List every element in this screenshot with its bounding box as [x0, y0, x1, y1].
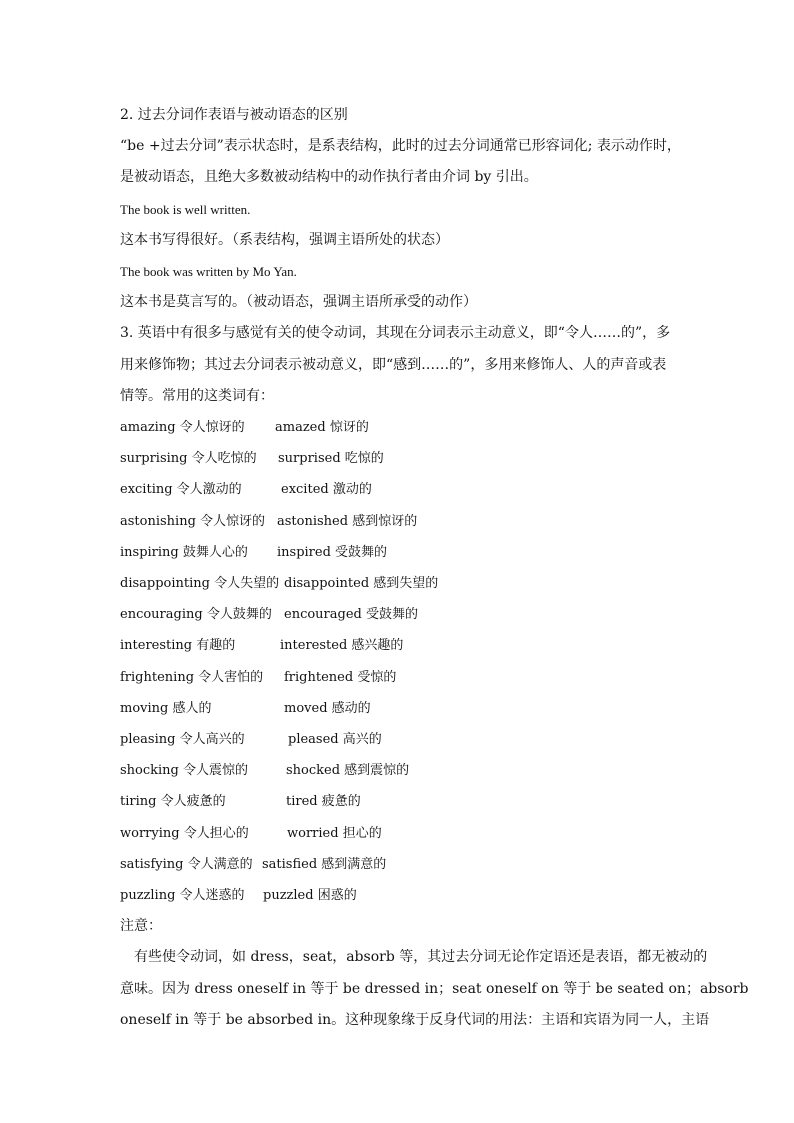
word-pair-passive: frightened 受惊的 [284, 669, 397, 685]
word-pair-active: puzzling 令人迷惑的 [120, 888, 245, 904]
example1-english: The book is well written. [120, 201, 251, 217]
word-pair-row [120, 818, 680, 849]
word-pair-active: pleasing 令人高兴的 [120, 732, 245, 748]
word-pair-passive: excited 激动的 [281, 482, 372, 498]
word-pair-row [120, 443, 680, 474]
word-pair-active: interesting 有趣的 [120, 638, 236, 654]
word-pair-row [120, 506, 680, 537]
word-pair-row [120, 724, 680, 755]
word-pair-active: shocking 令人震惊的 [120, 763, 249, 779]
word-pair-passive: worried 担心的 [287, 825, 382, 841]
word-pair-row [120, 693, 680, 724]
word-pair-active: frightening 令人害怕的 [120, 669, 264, 685]
word-pair-active: disappointing 令人失望的 [120, 576, 280, 592]
word-pair-passive: encouraged 受鼓舞的 [284, 607, 418, 623]
word-pair-row [120, 568, 680, 599]
example2-chinese: 这本书是莫言写的。（被动语态，强调主语所承受的动作） [120, 294, 477, 311]
word-pair-row [120, 412, 680, 443]
word-pair-active: surprising 令人吃惊的 [120, 451, 257, 467]
note-line-3: oneself in 等于 be absorbed in。这种现象缘于反身代词的用法：主语和宾语为同一人，主语 [120, 1011, 710, 1028]
word-pair-row [120, 755, 680, 786]
word-pair-row [120, 537, 680, 568]
word-pair-row [120, 474, 680, 505]
word-pair-active: tiring 令人疲惫的 [120, 794, 226, 810]
section2-paragraph-line-2: 是被动语态，且绝大多数被动结构中的动作执行者由介词 by 引出。 [120, 169, 538, 186]
word-pair-active: inspiring 鼓舞人心的 [120, 544, 248, 560]
word-pair-row [120, 599, 680, 630]
word-pair-active: amazing 令人惊讶的 [120, 420, 245, 436]
note-line-1: 有些使令动词，如 dress，seat，absorb 等，其过去分词无论作定语还是表语，都无被动的 [134, 949, 708, 966]
word-pair-passive: pleased 高兴的 [288, 732, 382, 748]
section2-paragraph-line-1: “be +过去分词”表示状态时，是系表结构，此时的过去分词通常已形容词化; 表示动作时， [120, 138, 681, 155]
example1-chinese: 这本书写得很好。（系表结构，强调主语所处的状态） [120, 231, 449, 248]
word-pair-passive: interested 感兴趣的 [280, 638, 404, 654]
word-pair-passive: moved 感动的 [284, 700, 371, 716]
section3-line-2: 用来修饰物；其过去分词表示被动意义，即“感到……的”，多用来修饰人、人的声音或表 [120, 356, 667, 373]
word-pair-row [120, 786, 680, 817]
word-pair-passive: inspired 受鼓舞的 [277, 544, 388, 560]
word-pair-passive: amazed 惊讶的 [275, 420, 369, 436]
word-pair-active: astonishing 令人惊讶的 [120, 513, 266, 529]
word-pair-passive: disappointed 感到失望的 [284, 576, 439, 592]
word-pair-passive: tired 疲惫的 [286, 794, 361, 810]
word-pair-passive: surprised 吃惊的 [278, 451, 384, 467]
section3-line-1: 3. 英语中有很多与感觉有关的使令动词，其现在分词表示主动意义，即“令人……的”，多 [120, 325, 671, 342]
word-pair-active: exciting 令人激动的 [120, 482, 242, 498]
word-pair-active: worrying 令人担心的 [120, 825, 249, 841]
example2-english: The book was written by Mo Yan. [120, 264, 297, 280]
word-pair-row [120, 849, 680, 880]
word-pair-active: satisfying 令人满意的 [120, 856, 253, 872]
word-pair-passive: shocked 感到震惊的 [286, 763, 410, 779]
word-pair-passive: astonished 感到惊讶的 [277, 513, 418, 529]
section3-line-3: 情等。常用的这类词有： [120, 387, 274, 404]
note-label: 注意： [120, 918, 162, 935]
word-pair-active: encouraging 令人鼓舞的 [120, 607, 272, 623]
section2-heading: 2. 过去分词作表语与被动语态的区别 [120, 107, 348, 123]
note-line-2: 意味。因为 dress oneself in 等于 be dressed in；seat oneself on 等于 be seated on；absorb [120, 980, 749, 997]
word-pair-active: moving 感人的 [120, 700, 212, 716]
word-pair-row [120, 630, 680, 661]
document-body [120, 100, 749, 1036]
word-pair-row [120, 662, 680, 693]
word-pair-passive: satisfied 感到满意的 [262, 856, 387, 872]
word-pair-passive: puzzled 困惑的 [263, 888, 357, 904]
word-pair-row [120, 880, 680, 911]
